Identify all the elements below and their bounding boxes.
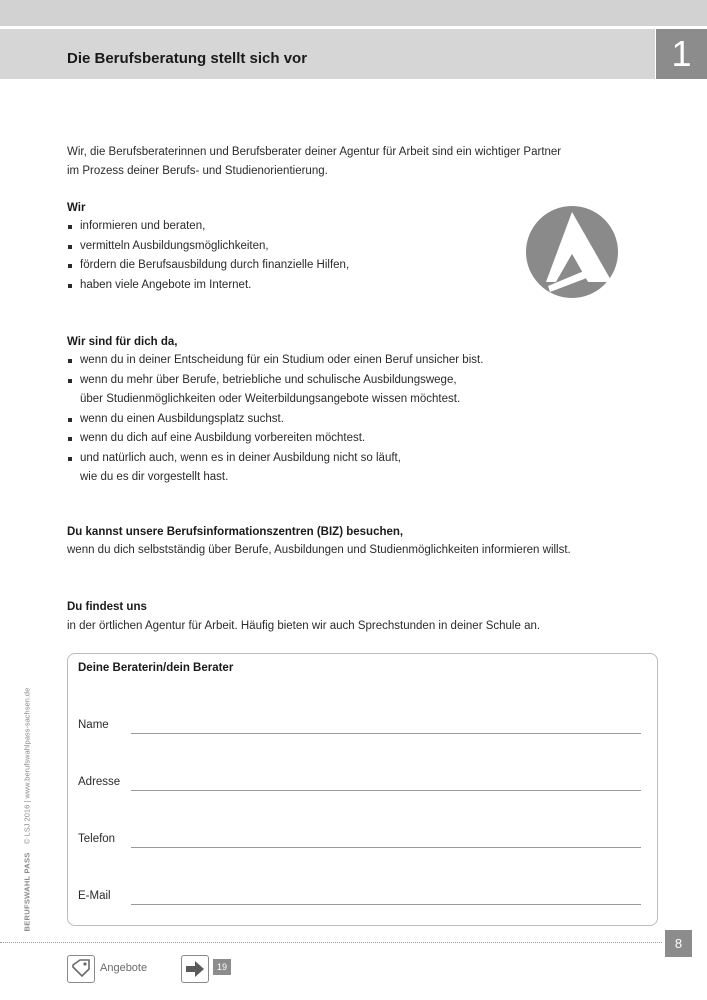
- biz-text: wenn du dich selbstständig über Berufe, Ausbildungen und Studienmöglichkeiten informieren willst.: [67, 544, 571, 556]
- intro-line-2: im Prozess deiner Berufs- und Studienorientierung.: [67, 165, 328, 177]
- wir-list: [67, 217, 349, 295]
- email-label: E-Mail: [78, 890, 111, 902]
- brand-suffix: PASS: [22, 852, 32, 874]
- findest-heading: Du findest uns: [67, 601, 147, 613]
- list-item: fördern die Berufsausbildung durch finanzielle Hilfen,: [67, 256, 349, 276]
- phone-label: Telefon: [78, 833, 116, 845]
- page-number: 8: [665, 930, 692, 957]
- biz-heading: Du kannst unsere Berufsinformationszentren (BIZ) besuchen,: [67, 526, 404, 538]
- name-field[interactable]: [131, 733, 641, 734]
- list-item: wenn du in deiner Entscheidung für ein Studium oder einen Beruf unsicher bist.: [67, 351, 483, 371]
- tag-icon[interactable]: [67, 955, 95, 983]
- list-item: und natürlich auch, wenn es in deiner Ausbildung nicht so läuft,: [67, 449, 483, 469]
- agentur-logo-icon: [526, 206, 618, 298]
- arrow-right-icon[interactable]: [181, 955, 209, 983]
- list-item-continuation: wie du es dir vorgestellt hast.: [80, 471, 229, 483]
- page-title: Die Berufsberatung stellt sich vor: [67, 50, 308, 67]
- address-label: Adresse: [78, 776, 121, 788]
- list-item-continuation: über Studienmöglichkeiten oder Weiterbildungsangebote wissen möchtest.: [80, 393, 461, 405]
- phone-field[interactable]: [131, 847, 641, 848]
- reference-page-badge[interactable]: 19: [213, 959, 231, 975]
- list-item: haben viele Angebote im Internet.: [67, 276, 349, 296]
- fuer-dich-list: [67, 351, 483, 488]
- chapter-number: 1: [656, 29, 707, 79]
- list-item: wenn du einen Ausbildungsplatz suchst.: [67, 410, 483, 430]
- brand-name: BERUFSWAHL: [22, 875, 32, 932]
- list-item: informieren und beraten,: [67, 217, 349, 237]
- angebote-label: Angebote: [100, 962, 148, 974]
- email-field[interactable]: [131, 904, 641, 905]
- findest-text: in der örtlichen Agentur für Arbeit. Häufig bieten wir auch Sprechstunden in deiner Schule an.: [67, 620, 541, 632]
- fuer-dich-heading: Wir sind für dich da,: [67, 336, 178, 348]
- list-item: wenn du dich auf eine Ausbildung vorbereiten möchtest.: [67, 429, 483, 449]
- name-label: Name: [78, 719, 109, 731]
- footer-divider: [0, 942, 662, 943]
- wir-heading: Wir: [67, 202, 86, 214]
- top-band: [0, 0, 707, 26]
- advisor-form-title: Deine Beraterin/dein Berater: [78, 662, 234, 674]
- list-item: wenn du mehr über Berufe, betriebliche und schulische Ausbildungswege,: [67, 371, 483, 391]
- sidebar-credit: [23, 652, 32, 932]
- address-field[interactable]: [131, 790, 641, 791]
- copyright-text: © LSJ 2016 | www.berufswahlpass-sachsen.de: [22, 687, 32, 845]
- list-item: vermitteln Ausbildungsmöglichkeiten,: [67, 237, 349, 257]
- intro-line-1: Wir, die Berufsberaterinnen und Berufsberater deiner Agentur für Arbeit sind ein wichtiger Partner: [67, 146, 562, 158]
